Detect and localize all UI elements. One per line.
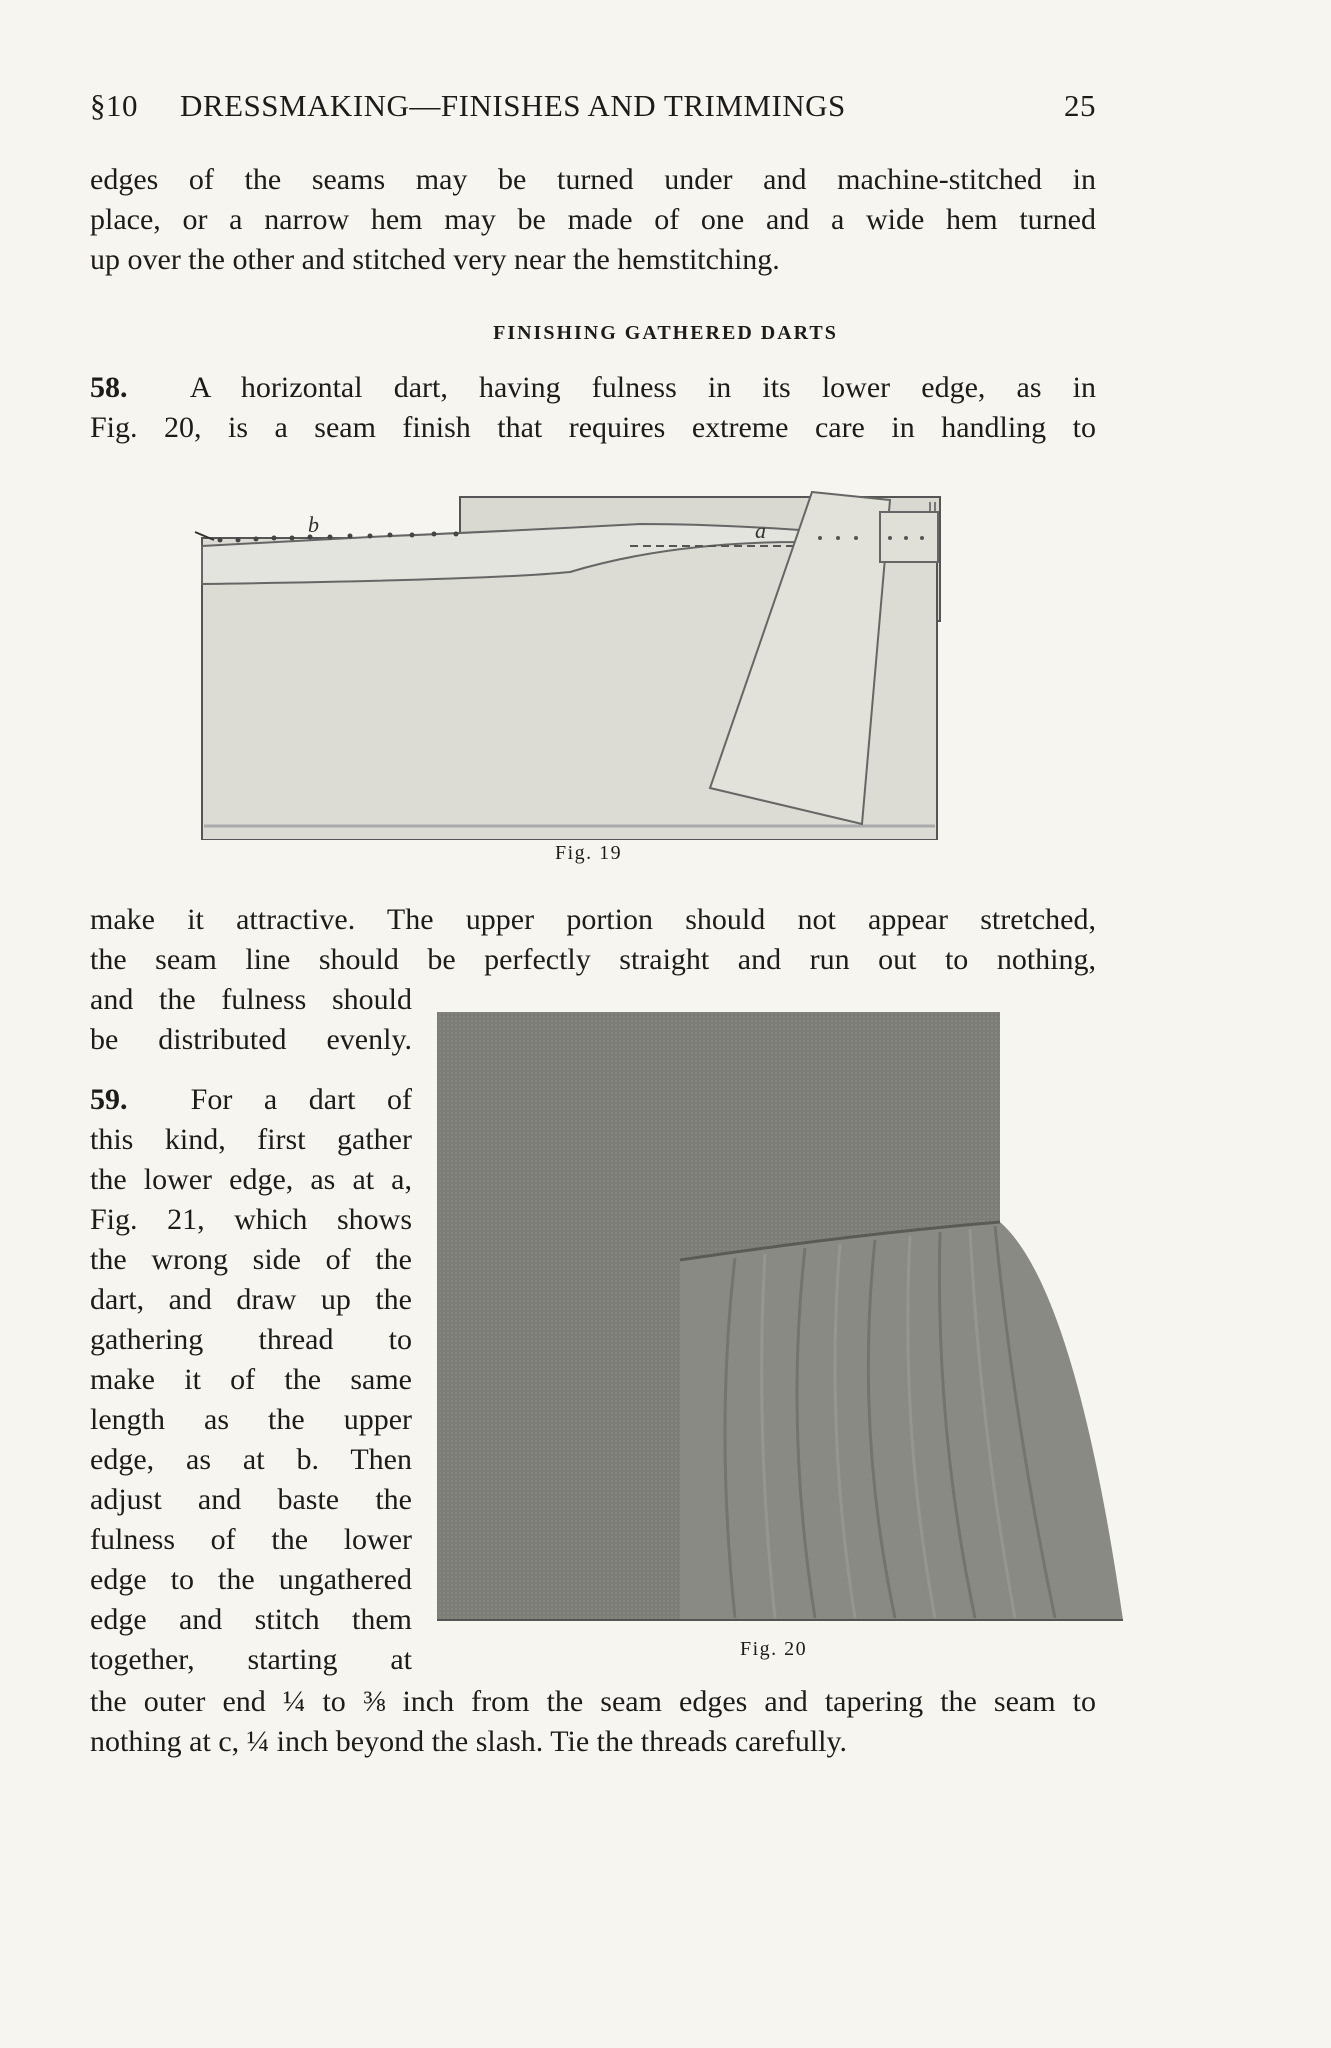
figure-20-caption: Fig. 20 <box>740 1638 808 1660</box>
text-line <box>90 1080 412 1120</box>
text-line <box>90 368 1096 408</box>
text-line: this kind, first gather <box>90 1123 412 1156</box>
text-line: length as the upper <box>90 1403 412 1436</box>
paragraph-number: 58. <box>90 371 128 404</box>
paragraph-59 <box>90 1080 412 1680</box>
text-line: dart, and draw up the <box>90 1283 412 1316</box>
text-line-rest: For a dart of <box>190 1083 413 1116</box>
text-line: the outer end ¼ to ⅜ inch from the seam edges and tapering the seam to <box>90 1685 1096 1718</box>
text-line-rest: A horizontal dart, having fulness in its lower edge, as in <box>189 371 1097 404</box>
running-title: DRESSMAKING—FINISHES AND TRIMMINGS <box>180 88 846 123</box>
text-line: Fig. 20, is a seam finish that requires extreme care in handling to <box>90 411 1096 444</box>
text-line: up over the other and stitched very near the hemstitching. <box>90 243 780 276</box>
text-line: gathering thread to <box>90 1323 412 1356</box>
figure-20-illustration <box>435 1008 1130 1630</box>
left-column-text <box>90 980 412 1060</box>
text-line: and the fulness should <box>90 983 412 1016</box>
text-line: be distributed evenly. <box>90 1023 412 1056</box>
paragraph-58-continued <box>90 900 1096 980</box>
fig19-label-a: a <box>755 518 766 543</box>
section-mark: §10 <box>90 88 138 123</box>
text-line: the wrong side of the <box>90 1243 412 1276</box>
text-line: Fig. 21, which shows <box>90 1203 412 1236</box>
text-line: edges of the seams may be turned under and machine-stitched in <box>90 163 1096 196</box>
figure-19-caption: Fig. 19 <box>555 842 623 864</box>
text-line: adjust and baste the <box>90 1483 412 1516</box>
paragraph-number: 59. <box>90 1083 128 1116</box>
text-line: edge, as at b. Then <box>90 1443 412 1476</box>
text-line: edge to the ungathered <box>90 1563 412 1596</box>
text-line: make it of the same <box>90 1363 412 1396</box>
text-line: make it attractive. The upper portion should not appear stretched, <box>90 903 1096 936</box>
text-line: nothing at c, ¼ inch beyond the slash. Tie the threads carefully. <box>90 1725 848 1758</box>
paragraph-58 <box>90 368 1096 448</box>
section-subheading: FINISHING GATHERED DARTS <box>493 322 838 344</box>
text-line: fulness of the lower <box>90 1523 412 1556</box>
page-number: 25 <box>1064 88 1096 123</box>
text-line: the seam line should be perfectly straight and run out to nothing, <box>90 943 1096 976</box>
fig19-label-b: b <box>308 512 319 537</box>
text-line: the lower edge, as at a, <box>90 1163 412 1196</box>
figure-19-illustration <box>190 480 1010 840</box>
final-paragraph <box>90 1682 1096 1762</box>
text-line: place, or a narrow hem may be made of one and a wide hem turned <box>90 203 1096 236</box>
text-line: together, starting at <box>90 1643 412 1676</box>
text-line: edge and stitch them <box>90 1603 412 1636</box>
intro-paragraph <box>90 160 1096 280</box>
